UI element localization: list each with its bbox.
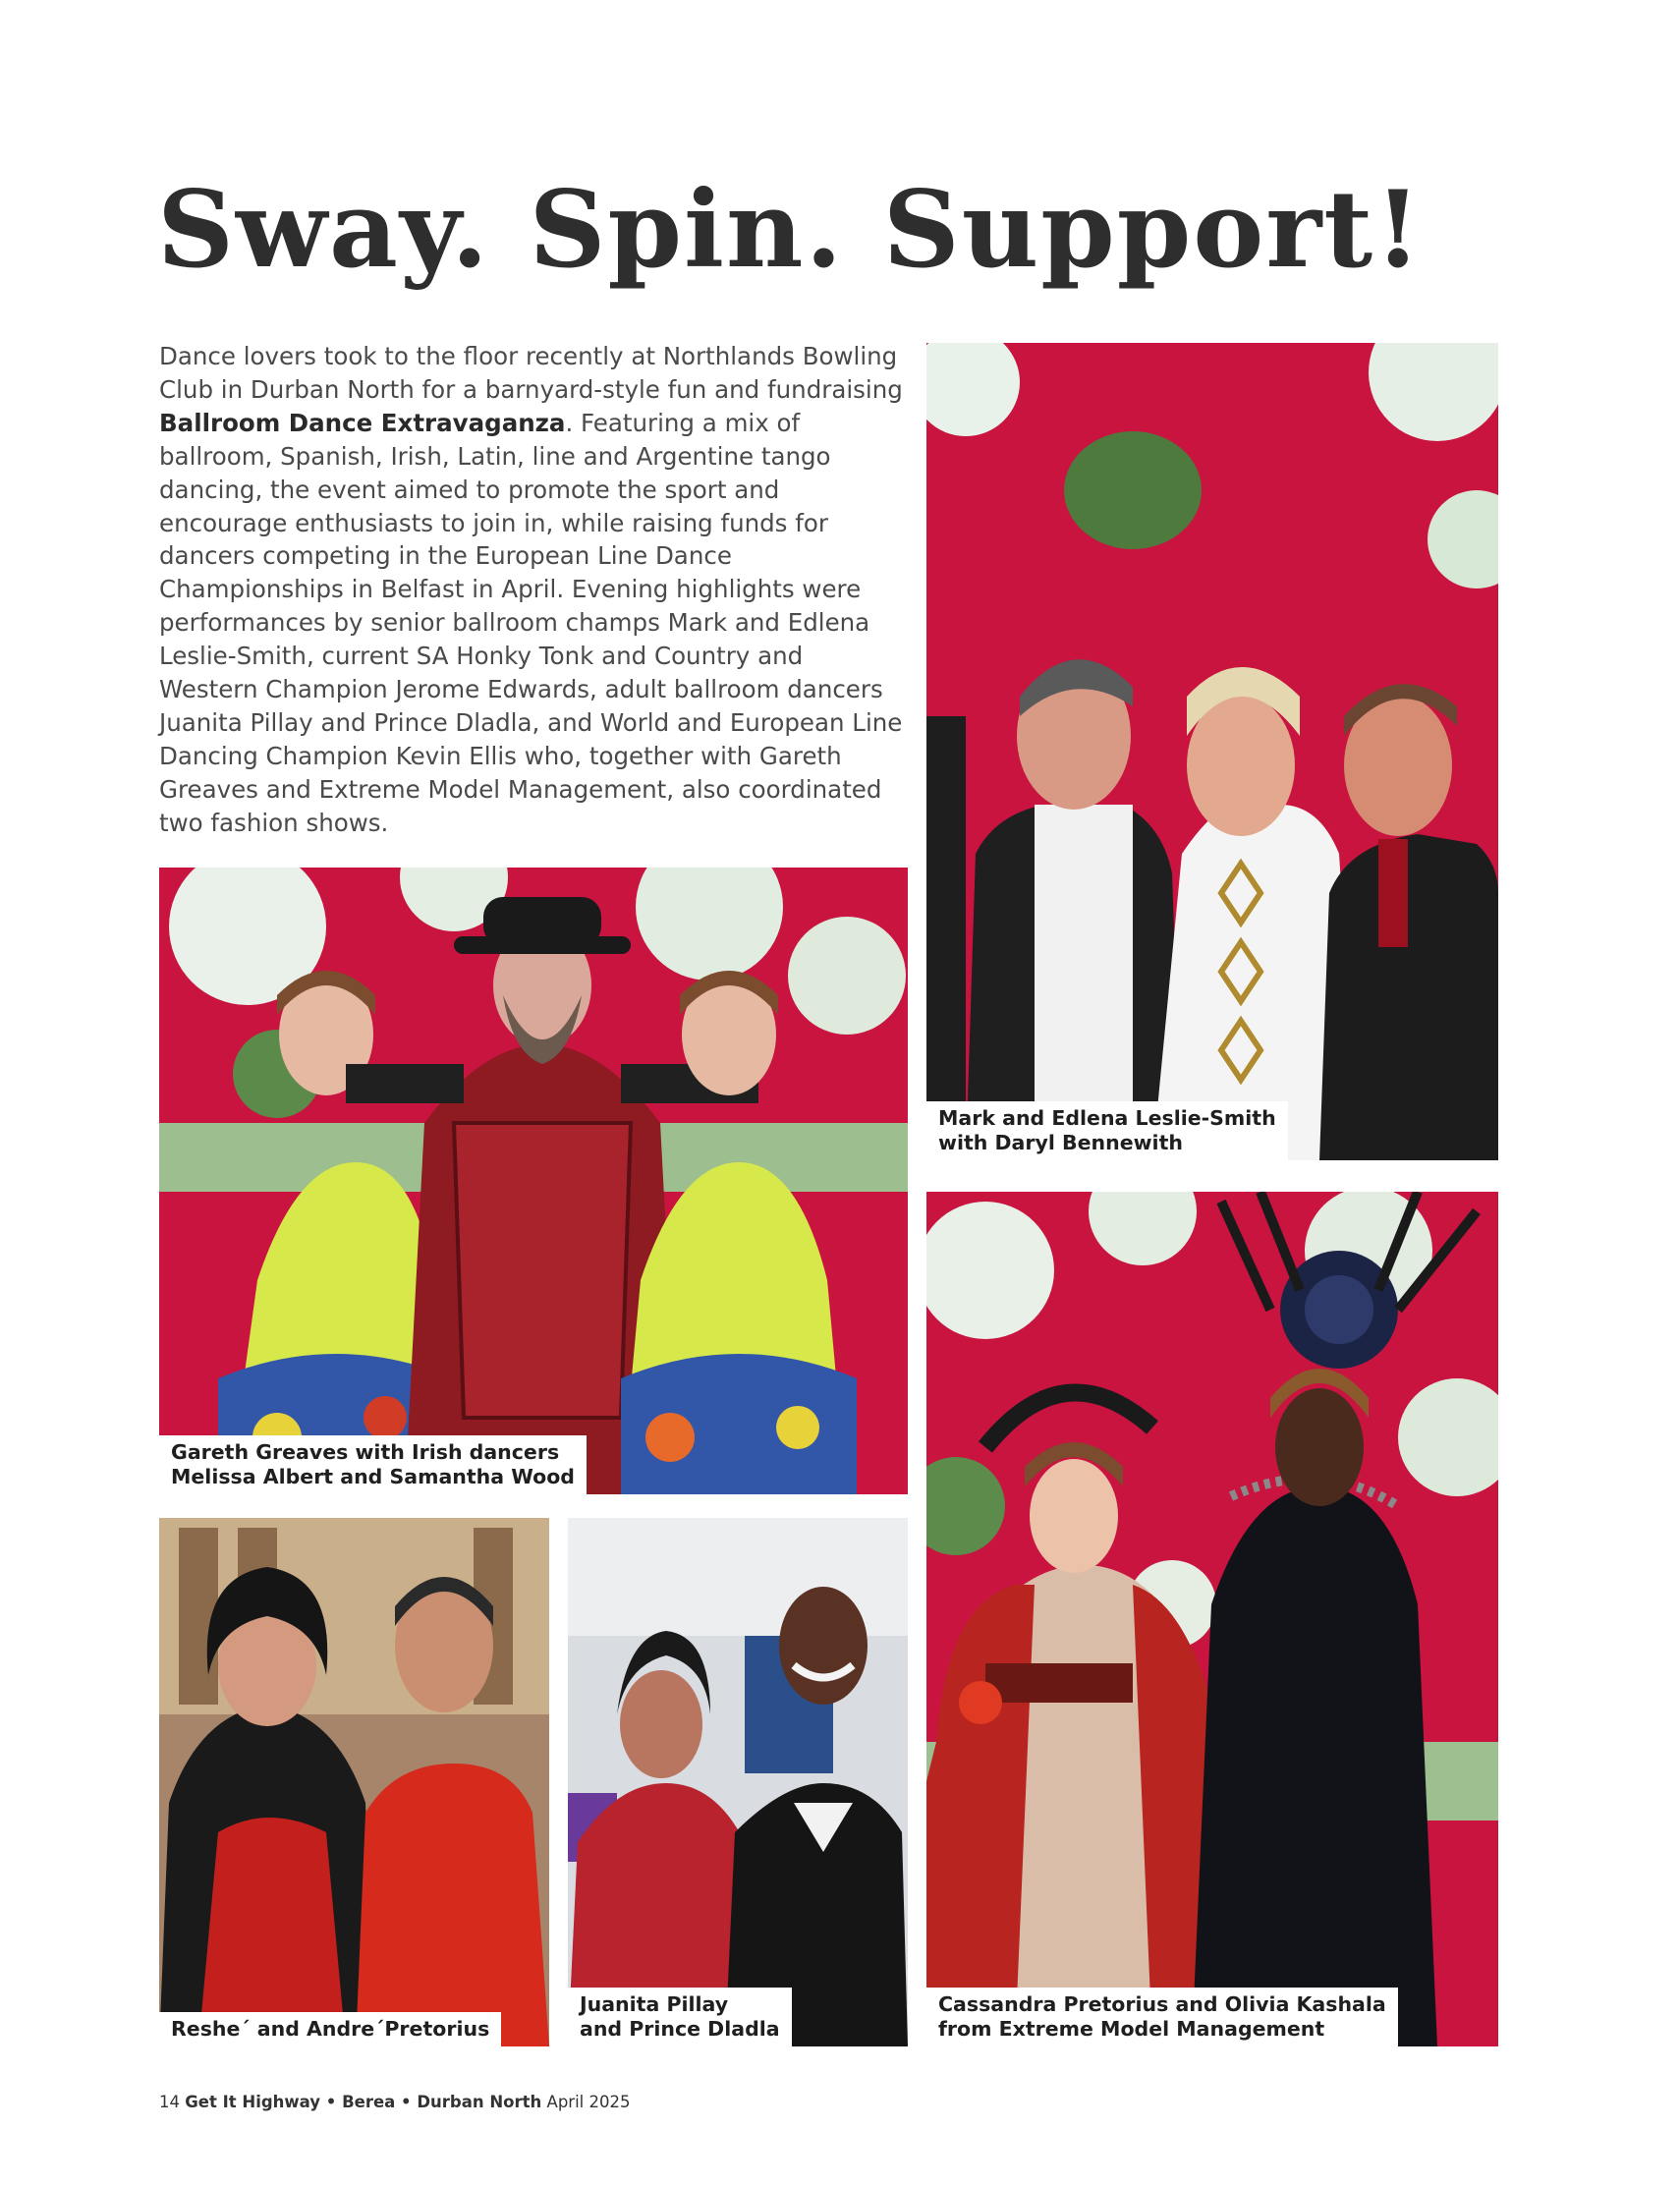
publication-name: Get It Highway • Berea • Durban North [185, 2093, 542, 2111]
photo-mark-edlena [926, 343, 1498, 1160]
page-number: 14 [159, 2093, 180, 2111]
photo-reshe-andre [159, 1518, 549, 2046]
photo-caption: Cassandra Pretorius and Olivia Kashala from Extreme Model Management [926, 1988, 1398, 2046]
page-footer [159, 2093, 630, 2111]
photo-juanita-prince [568, 1518, 908, 2046]
photo-gareth-irish-dancers-image [159, 868, 908, 1494]
photo-cassandra-olivia-image [926, 1192, 1498, 2046]
photo-caption: Reshe´ and Andre´Pretorius [159, 2012, 501, 2046]
photo-mark-edlena-image [926, 343, 1498, 1160]
photo-caption: Juanita Pillay and Prince Dladla [568, 1988, 792, 2046]
photo-caption: Gareth Greaves with Irish dancers Melissa Albert and Samantha Wood [159, 1435, 587, 1494]
photo-caption: Mark and Edlena Leslie-Smith with Daryl Bennewith [926, 1101, 1288, 1160]
intro-event-name: Ballroom Dance Extravaganza [159, 408, 566, 437]
headline: Sway. Spin. Support! [157, 168, 1424, 292]
photo-juanita-prince-image [568, 1518, 908, 2046]
photo-reshe-andre-image [159, 1518, 549, 2046]
photo-cassandra-olivia [926, 1192, 1498, 2046]
intro-paragraph [159, 340, 906, 840]
photo-gareth-irish-dancers [159, 868, 908, 1494]
issue-date: April 2025 [546, 2093, 631, 2111]
intro-text-2: . Featuring a mix of ballroom, Spanish, Irish, Latin, line and Argentine tango dancing, the event aimed to promote the sport and encourage enthusiasts to join in, while raising funds for dancers competing in the European Line Dance Championships in Belfast in April. Evening highlights were performances by senior ballroom champs Mark and Edlena Leslie-Smith, current SA Honky Tonk and Country and Western Champion Jerome Edwards, adult ballroom dancers Juanita Pillay and Prince Dladla, and World and European Line Dancing Champion Kevin Ellis who, together with Gareth Greaves and Extreme Model Management, also coordinated two fashion shows. [159, 408, 903, 837]
intro-text-1: Dance lovers took to the floor recently at Northlands Bowling Club in Durban North for a barnyard-style fun and fundraising [159, 342, 903, 404]
